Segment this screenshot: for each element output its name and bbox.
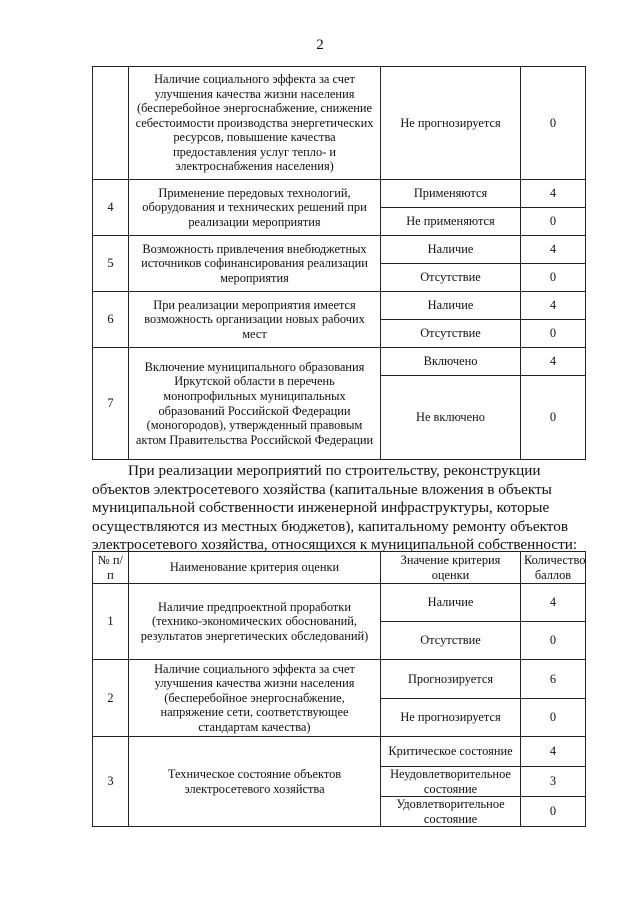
paragraph-line: электросетевого хозяйства, относящихся к муниципальной собственности: — [92, 536, 578, 554]
criterion-points: 4 — [521, 292, 586, 320]
criterion-value: Включено — [381, 348, 521, 376]
criteria-table — [92, 551, 586, 827]
header-points: Количество баллов — [521, 552, 586, 584]
criterion-points: 0 — [521, 376, 586, 460]
row-number: 3 — [93, 737, 129, 827]
criterion-value: Отсутствие — [381, 264, 521, 292]
header-value: Значение критерия оценки — [381, 552, 521, 584]
criterion-name: Наличие социального эффекта за счет улучшения качества жизни населения (бесперебойное энергоснабжение, напряжение сети, соответствующее стандартам качества) — [129, 660, 381, 737]
criterion-value: Наличие — [381, 584, 521, 622]
criterion-points: 4 — [521, 584, 586, 622]
paragraph-line: При реализации мероприятий по строительству, реконструкции — [128, 462, 541, 479]
criterion-name: При реализации мероприятия имеется возможность организации новых рабочих мест — [129, 292, 381, 348]
table-row — [93, 737, 586, 767]
criterion-value: Неудовлетворительное состояние — [381, 767, 521, 797]
row-number: 5 — [93, 236, 129, 292]
row-number: 7 — [93, 348, 129, 460]
criterion-value: Не прогнозируется — [381, 67, 521, 180]
table-row — [93, 67, 586, 180]
criterion-points: 0 — [521, 208, 586, 236]
paragraph-line: объектов электросетевого хозяйства (капитальные вложения в объекты — [92, 480, 552, 498]
paragraph-line: осуществляются из местных бюджетов), капитальному ремонту объектов — [92, 517, 568, 535]
criterion-points: 4 — [521, 236, 586, 264]
criterion-points: 0 — [521, 264, 586, 292]
criterion-points: 6 — [521, 660, 586, 699]
criterion-points: 0 — [521, 67, 586, 180]
criterion-name: Включение муниципального образования Иркутской области в перечень монопрофильных муниципальных образований Российской Федерации (моногородов), утвержденный правовым актом Правительства Российской Федерации — [129, 348, 381, 460]
criterion-value: Отсутствие — [381, 320, 521, 348]
criterion-value: Не применяются — [381, 208, 521, 236]
criterion-points: 0 — [521, 320, 586, 348]
criterion-value: Отсутствие — [381, 622, 521, 660]
criterion-name: Наличие социального эффекта за счет улучшения качества жизни населения (бесперебойное энергоснабжение, снижение себестоимости производства энергетических ресурсов, повышение качества предоставления услуг тепло- и электроснабжения населения) — [129, 67, 381, 180]
criterion-points: 4 — [521, 180, 586, 208]
criterion-name: Наличие предпроектной проработки (технико-экономических обоснований, результатов энергетических обследований) — [129, 584, 381, 660]
row-number: 2 — [93, 660, 129, 737]
page-number: 2 — [316, 37, 324, 53]
criterion-value: Наличие — [381, 236, 521, 264]
paragraph-line: муниципальной собственности инженерной инфраструктуры, которые — [92, 499, 550, 517]
row-number: 4 — [93, 180, 129, 236]
row-number — [93, 67, 129, 180]
criteria-table-continued — [92, 66, 586, 460]
header-num: № п/п — [93, 552, 129, 584]
criterion-value: Удовлетворительное состояние — [381, 797, 521, 827]
row-number: 1 — [93, 584, 129, 660]
table-row — [93, 292, 586, 320]
row-number: 6 — [93, 292, 129, 348]
table-row — [93, 348, 586, 376]
table-row — [93, 584, 586, 622]
criterion-name: Применение передовых технологий, оборудования и технических решений при реализации мероприятия — [129, 180, 381, 236]
criterion-name: Техническое состояние объектов электросетевого хозяйства — [129, 737, 381, 827]
criterion-value: Критическое состояние — [381, 737, 521, 767]
criterion-points: 4 — [521, 737, 586, 767]
criterion-points: 0 — [521, 622, 586, 660]
criterion-value: Прогнозируется — [381, 660, 521, 699]
criterion-points: 4 — [521, 348, 586, 376]
criterion-points: 0 — [521, 699, 586, 737]
criterion-name: Возможность привлечения внебюджетных источников софинансирования реализации мероприятия — [129, 236, 381, 292]
criterion-value: Не включено — [381, 376, 521, 460]
table-row — [93, 180, 586, 208]
criterion-value: Применяются — [381, 180, 521, 208]
table-row — [93, 236, 586, 264]
criterion-value: Наличие — [381, 292, 521, 320]
table-header-row — [93, 552, 586, 584]
criterion-points: 0 — [521, 797, 586, 827]
criterion-points: 3 — [521, 767, 586, 797]
body-paragraph — [92, 462, 585, 555]
criterion-value: Не прогнозируется — [381, 699, 521, 737]
table-row — [93, 660, 586, 699]
header-criterion: Наименование критерия оценки — [129, 552, 381, 584]
